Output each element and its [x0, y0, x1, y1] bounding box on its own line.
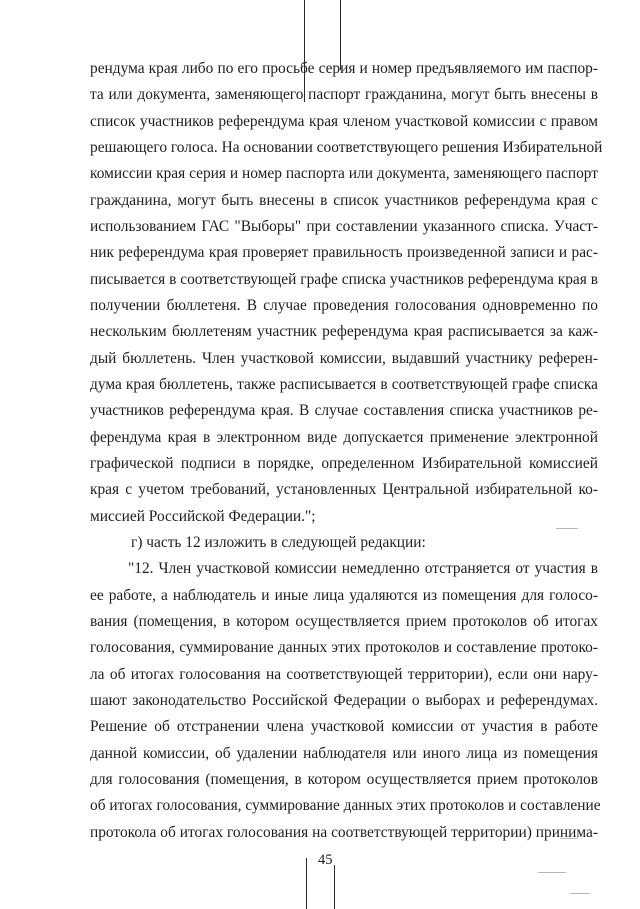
text-line: вания (помещения, в котором осуществляется прием протоколов об итогах: [90, 613, 598, 630]
text-line: голосования, суммирование данных этих протоколов и составление протоко-: [90, 639, 598, 656]
text-line: для голосования (помещения, в котором осуществляется прием протоколов: [90, 771, 598, 788]
text-line: миссией Российской Федерации.";: [90, 508, 316, 525]
text-line: комиссии края серия и номер паспорта или документа, заменяющего паспорт: [90, 165, 598, 182]
text-line: об итогах голосования, суммирование данных этих протоколов и составление: [90, 797, 601, 814]
text-line: получении бюллетеня. В случае проведения голосования одновременно по: [90, 297, 598, 314]
text-line: решающего голоса. На основании соответствующего решения Избирательной: [90, 139, 603, 156]
text-line: нескольким бюллетеням участник референдума края расписывается за каж-: [90, 323, 598, 340]
scan-speck: [570, 893, 590, 894]
text-line: ла об итогах голосования на соответствующей территории), если они нару-: [90, 666, 598, 683]
text-line: "12. Член участковой комиссии немедленно отстраняется от участия в: [128, 560, 598, 577]
scan-artifact-line: [334, 865, 335, 909]
text-line: ее работе, а наблюдатель и иные лица удаляются из помещения для голосо-: [90, 587, 598, 604]
text-line: участников референдума края. В случае составления списка участников ре-: [90, 402, 598, 419]
text-line: список участников референдума края членом участковой комиссии с правом: [90, 113, 598, 130]
text-line: использованием ГАС "Выборы" при составлении указанного списка. Участ-: [90, 218, 598, 235]
text-line: ферендума края в электронном виде допускается применение электронной: [90, 429, 598, 446]
text-line: ник референдума края проверяет правильность произведенной записи и рас-: [90, 244, 598, 261]
text-line: графической подписи в порядке, определенном Избирательной комиссией: [90, 455, 598, 472]
text-line: дый бюллетень. Член участковой комиссии, выдавший участнику референ-: [90, 350, 598, 367]
page-number: 45: [318, 852, 333, 868]
text-line: края с учетом требований, установленных Центральной избирательной ко-: [90, 481, 598, 498]
scan-speck: [556, 528, 578, 529]
scan-speck: [538, 872, 566, 873]
text-line: дума края бюллетень, также расписывается в соответствующей графе списка: [90, 376, 598, 393]
text-line: протокола об итогах голосования на соответствующей территории) принима-: [90, 824, 598, 841]
text-line: гражданина, могут быть внесены в список участников референдума края с: [90, 192, 598, 209]
text-line: та или документа, заменяющего паспорт гражданина, могут быть внесены в: [90, 86, 598, 103]
section-heading: г) часть 12 изложить в следующей редакции:: [131, 534, 426, 551]
scan-artifact-line: [306, 858, 307, 909]
text-line: данной комиссии, об удалении наблюдателя или иного лица из помещения: [90, 745, 598, 762]
text-line: рендума края либо по его просьбе серия и номер предъявляемого им паспор-: [90, 60, 598, 77]
text-line: писывается в соответствующей графе списка участников референдума края в: [90, 271, 598, 288]
text-line: Решение об отстранении члена участковой комиссии от участия в работе: [90, 718, 598, 735]
text-line: шают законодательство Российской Федерации о выборах и референдумах.: [90, 692, 598, 709]
